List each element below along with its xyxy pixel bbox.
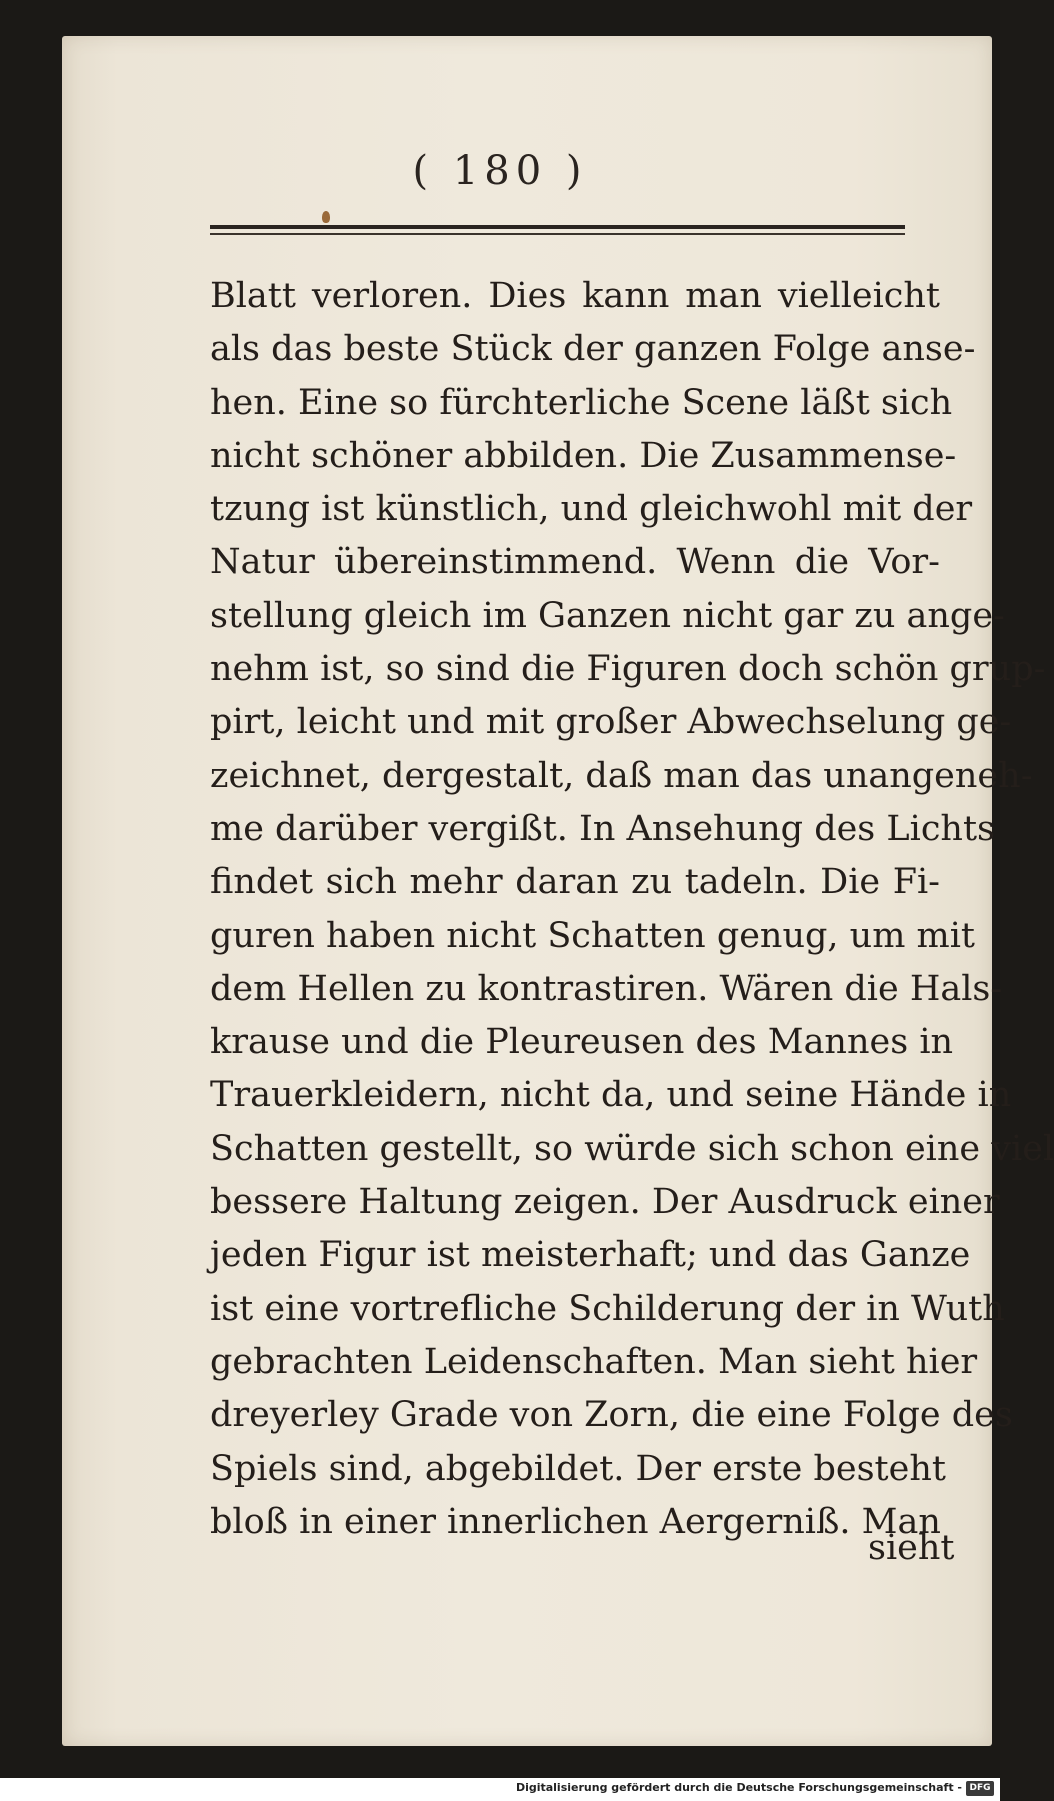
footer-credit: Digitalisierung gefördert durch die Deutsche Forschungsgemeinschaft - bbox=[515, 1781, 962, 1794]
rule-line-thick bbox=[210, 225, 905, 229]
digitization-footer bbox=[0, 1778, 1000, 1801]
text-line: nehm ist, so sind die Figuren doch schön grup- bbox=[210, 649, 1046, 690]
text-line: krause und die Pleureusen des Mannes in bbox=[210, 1022, 954, 1063]
text-line: tzung ist künstlich, und gleichwohl mit der bbox=[210, 489, 973, 530]
text-line: Schatten gestellt, so würde sich schon eine viel bbox=[210, 1128, 1054, 1169]
text-line: nicht schöner abbilden. Die Zusammense- bbox=[210, 435, 957, 476]
rule-line-thin bbox=[210, 233, 905, 235]
text-line: findet sich mehr daran zu tadeln. Die Fi- bbox=[210, 862, 940, 903]
text-line: pirt, leicht und mit großer Abwechselung ge- bbox=[210, 702, 1012, 743]
text-line: dem Hellen zu kontrastiren. Wären die Hals- bbox=[210, 968, 1003, 1009]
text-line: bessere Haltung zeigen. Der Ausdruck einer bbox=[210, 1182, 1000, 1223]
header-rule bbox=[210, 225, 905, 237]
text-line: ist eine vortrefliche Schilderung der in Wuth bbox=[210, 1288, 1005, 1329]
text-line: zeichnet, dergestalt, daß man das unangeneh- bbox=[210, 755, 1033, 796]
dfg-logo-icon: DFG bbox=[966, 1781, 994, 1796]
text-line: als das beste Stück der ganzen Folge anse- bbox=[210, 329, 976, 370]
text-line: dreyerley Grade von Zorn, die eine Folge des bbox=[210, 1395, 1013, 1436]
page-number: ( 180 ) bbox=[412, 148, 588, 194]
body-text bbox=[210, 270, 1054, 1549]
text-line: Spiels sind, abgebildet. Der erste besteht bbox=[210, 1448, 946, 1489]
text-line: bloß in einer innerlichen Aergerniß. Man bbox=[210, 1501, 941, 1542]
rule-ornament bbox=[322, 211, 330, 223]
text-line: hen. Eine so fürchterliche Scene läßt sich bbox=[210, 382, 953, 423]
text-line: me darüber vergißt. In Ansehung des Lichts bbox=[210, 808, 996, 849]
text-line: Natur übereinstimmend. Wenn die Vor- bbox=[210, 542, 940, 583]
text-line: Trauerkleidern, nicht da, und seine Hände in bbox=[210, 1075, 1012, 1116]
text-line: stellung gleich im Ganzen nicht gar zu ange- bbox=[210, 595, 1005, 636]
text-line: jeden Figur ist meisterhaft; und das Ganze bbox=[210, 1235, 971, 1276]
text-line: Blatt verloren. Dies kann man vielleicht bbox=[210, 276, 940, 316]
text-line: gebrachten Leidenschaften. Man sieht hier bbox=[210, 1341, 978, 1382]
catchword: sieht bbox=[868, 1528, 955, 1568]
text-line: guren haben nicht Schatten genug, um mit bbox=[210, 915, 975, 956]
